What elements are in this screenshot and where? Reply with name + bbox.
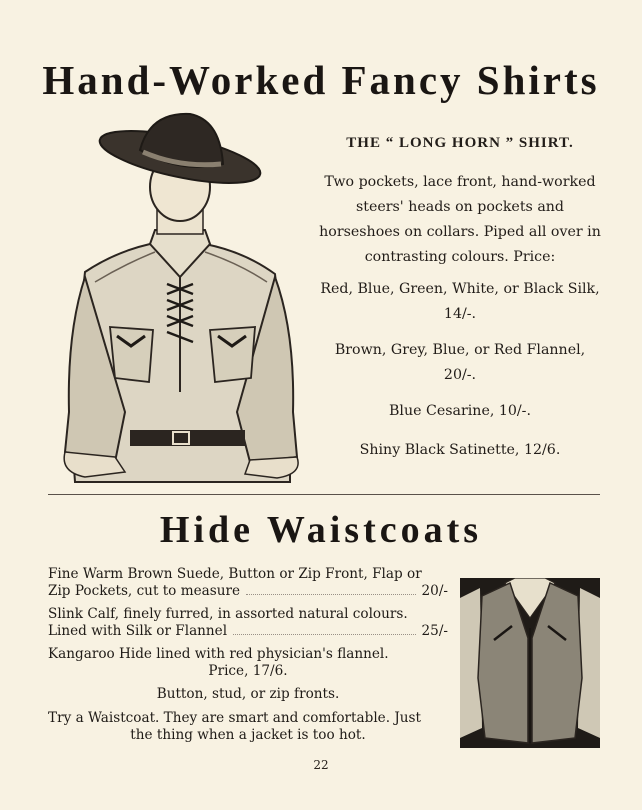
waistcoat-item-kangaroo bbox=[48, 646, 448, 680]
waistcoat-item-calf bbox=[48, 606, 448, 640]
shirt-description bbox=[318, 170, 602, 270]
calf-row bbox=[48, 623, 448, 640]
try-line1: Try a Waistcoat. They are smart and comfortable. Just bbox=[48, 710, 421, 726]
shirt-description-text: Two pockets, lace front, hand-worked steers' heads on pockets and horseshoes on collars. Piped all over in contrasting colours. Price: bbox=[319, 174, 601, 265]
shirt-subtitle: THE “ LONG HORN ” SHIRT. bbox=[346, 135, 574, 151]
calf-line1: Slink Calf, finely furred, in assorted natural colours. bbox=[48, 606, 408, 622]
kangaroo-line1: Kangaroo Hide lined with red physician's flannel. bbox=[48, 646, 389, 662]
suede-line1: Fine Warm Brown Suede, Button or Zip Front, Flap or bbox=[48, 566, 422, 582]
shirts-title: Hand-Worked Fancy Shirts bbox=[42, 57, 600, 103]
suede-line2: Zip Pockets, cut to measure bbox=[48, 583, 241, 599]
waistcoat-item-suede bbox=[48, 566, 448, 600]
price-silk-text: Red, Blue, Green, White, or Black Silk, 14/-. bbox=[320, 281, 600, 322]
cowboy-shirt-illustration bbox=[55, 112, 305, 492]
leader-dots bbox=[246, 583, 416, 595]
fronts-note: Button, stud, or zip fronts. bbox=[156, 686, 340, 702]
price-flannel-text: Brown, Grey, Blue, or Red Flannel, 20/-. bbox=[334, 342, 586, 383]
price-satinette-text: Shiny Black Satinette, 12/6. bbox=[359, 442, 561, 458]
price-flannel bbox=[318, 338, 602, 388]
price-satinette bbox=[318, 438, 602, 463]
try-waistcoat-note bbox=[48, 710, 448, 744]
suede-price: 20/- bbox=[421, 583, 448, 599]
waistcoat-illustration bbox=[460, 578, 600, 748]
waistcoats-title: Hide Waistcoats bbox=[159, 509, 483, 551]
kangaroo-price: Price, 17/6. bbox=[208, 663, 288, 679]
price-cesarine-text: Blue Cesarine, 10/-. bbox=[388, 403, 531, 419]
leader-dots bbox=[233, 623, 415, 635]
calf-line2: Lined with Silk or Flannel bbox=[48, 623, 228, 639]
shirt-details bbox=[318, 131, 602, 156]
section-divider bbox=[48, 494, 600, 495]
suede-row bbox=[48, 583, 448, 600]
price-cesarine bbox=[318, 399, 602, 424]
calf-price: 25/- bbox=[421, 623, 448, 639]
try-line2: the thing when a jacket is too hot. bbox=[130, 727, 366, 743]
price-silk bbox=[318, 277, 602, 327]
page-number: 22 bbox=[313, 758, 329, 772]
